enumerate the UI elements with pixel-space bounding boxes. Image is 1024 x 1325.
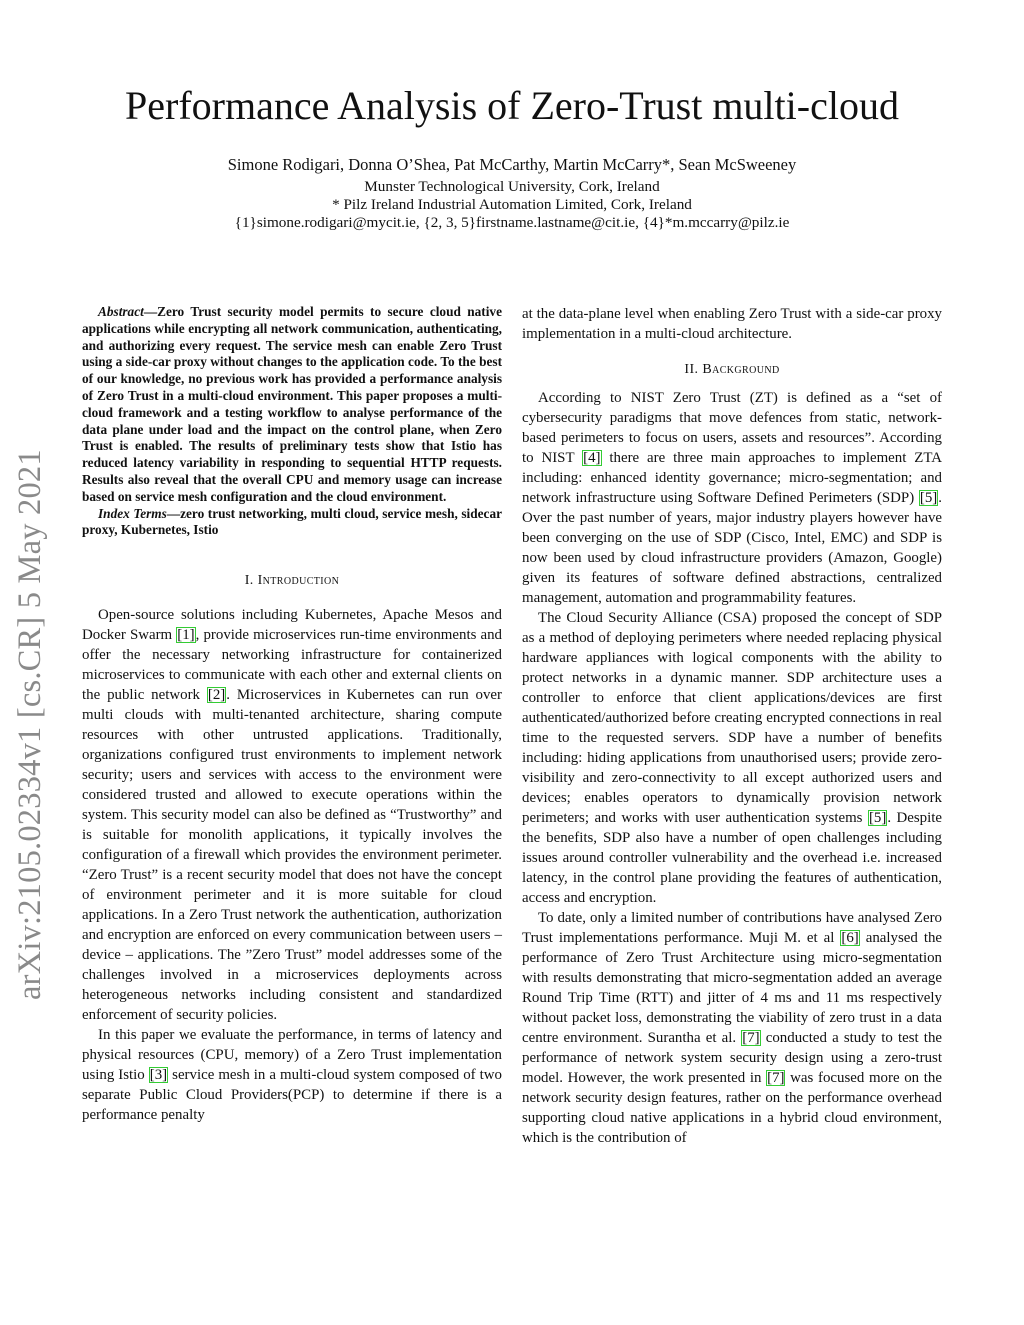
paragraph-text: . Despite the benefits, SDP also have a number of open challenges including issues around controller vulnerability and the overhead i.e. increased latency, in the control plane providing the features of authentication, access and encryption. bbox=[522, 810, 942, 906]
abstract bbox=[82, 304, 502, 506]
paragraph-text: . Over the past number of years, major industry players however have been converging on the use of SDP (Cisco, Intel, EMC) and SDP is now been used by cloud infrastructure providers (Amazon, Google) given its features of software defined abstractions, centralized management, automation and programmability features. bbox=[522, 490, 942, 606]
index-terms-text: —zero trust networking, multi cloud, service mesh, sidecar proxy, Kubernetes, Istio bbox=[82, 505, 502, 538]
citation-link[interactable]: [5] bbox=[868, 810, 887, 826]
citation-link[interactable]: [6] bbox=[841, 930, 859, 946]
citation-link[interactable]: [7] bbox=[767, 1070, 785, 1086]
paragraph-text: there are three main approaches to implement ZTA including: enhanced identity governance; micro-segmentation; and network infrastructure using Software Defined Perimeters (SDP) bbox=[522, 450, 942, 506]
background-paragraph-1 bbox=[522, 388, 942, 608]
continued-paragraph: at the data-plane level when enabling Zero Trust with a side-car proxy implementation in a multi-cloud architecture. bbox=[522, 306, 942, 342]
citation-link[interactable]: [3] bbox=[149, 1067, 168, 1084]
citation-link[interactable]: [1] bbox=[177, 627, 195, 644]
paragraph-text: , provide microservices run-time environments and offer the necessary networking infrastructure for containerized microservices to communicate with each other and external clients on the public network bbox=[82, 627, 503, 704]
paragraph-text: The Cloud Security Alliance (CSA) proposed the concept of SDP as a method of deploying perimeters where needed replacing physical hardware appliances with logical components with the ability to protect networks in a dynamic manner. SDP architecture uses a controller to enforce that client applications/devices are first authenticated/authorized before creating encrypted connections in real time to the requested servers. SDP have a number of benefits including: hiding applications from unauthorised users; provide zero-visibility and zero-connectivity to all except authorized users and devices; enables operators to dynamically provision network perimeters; and works with user authentication systems bbox=[522, 610, 942, 826]
background-paragraph-3 bbox=[522, 908, 942, 1148]
section-heading-background: II. Background bbox=[684, 362, 780, 377]
affiliation-company: * Pilz Ireland Industrial Automation Limited, Cork, Ireland bbox=[332, 196, 692, 213]
paragraph-text: To date, only a limited number of contributions have analysed Zero Trust implementations performance. Muji M. et al bbox=[522, 910, 942, 946]
arxiv-identifier: arXiv:2105.02334v1 [cs.CR] 5 May 2021 bbox=[12, 449, 48, 1000]
right-column bbox=[522, 304, 942, 1148]
index-terms bbox=[82, 506, 502, 540]
introduction-paragraph-2 bbox=[82, 1025, 502, 1125]
background-paragraph-2 bbox=[522, 608, 942, 908]
paper-title: Performance Analysis of Zero-Trust multi-cloud bbox=[125, 83, 899, 128]
paragraph-text: analysed the performance of Zero Trust Architecture using micro-segmentation with results demonstrating that micro-segmentation added an average Round Trip Time (RTT) and jitter of 4 ms and 11 ms respectively without packet loss, demonstrating the viability of zero trust in a data centre environment. Surantha et al. bbox=[522, 930, 943, 1046]
abstract-text: —Zero Trust security model permits to secure cloud native applications while encrypting all network communication, authenticating, and authorizing every request. The service mesh can enable Zero Trust using a side-car proxy without changes to the application code. To the best of our knowledge, no previous work has provided a performance analysis of Zero Trust in a multi-cloud environment. This paper proposes a multi-cloud framework and a testing workflow to analyse performance of the data plane under load and the impact on the control plane, when Zero Trust is enabled. The results of preliminary tests show that Istio has reduced latency variability in responding to sequential HTTP requests. Results also reveal that the overall CPU and memory usage can increase based on service mesh configuration and the cloud environment. bbox=[82, 304, 502, 504]
paragraph-text: service mesh in a multi-cloud system composed of two separate Public Cloud Providers(PCP) to determine if there is a performance penalty bbox=[82, 1067, 502, 1124]
abstract-label: Abstract bbox=[98, 304, 144, 319]
paragraph-text: was focused more on the network security design features, rather on the performance overhead supporting cloud native applications in a hybrid cloud environment, which is the contribution of bbox=[522, 1070, 942, 1146]
author-list: Simone Rodigari, Donna O’Shea, Pat McCarthy, Martin McCarry*, Sean McSweeney bbox=[227, 155, 797, 174]
section-heading-introduction: I. Introduction bbox=[244, 573, 340, 589]
paragraph-text: In this paper we evaluate the performance, in terms of latency and physical resources (CPU, memory) of a Zero Trust implementation using Istio bbox=[82, 1027, 502, 1084]
introduction-paragraph-1 bbox=[82, 605, 502, 1025]
citation-link[interactable]: [7] bbox=[742, 1030, 760, 1046]
paragraph-text: Open-source solutions including Kubernetes, Apache Mesos and Docker Swarm bbox=[82, 607, 502, 644]
paragraph-text: conducted a study to test the performance of network system security design using a zero-trust model. However, the work presented in bbox=[522, 1030, 942, 1086]
citation-link[interactable]: [2] bbox=[207, 687, 226, 704]
citation-link[interactable]: [4] bbox=[583, 450, 601, 466]
author-emails: {1}simone.rodigari@mycit.ie, {2, 3, 5}firstname.lastname@cit.ie, {4}*m.mccarry@pilz.ie bbox=[234, 214, 790, 231]
affiliation-university: Munster Technological University, Cork, Ireland bbox=[364, 178, 660, 195]
paragraph-text: According to NIST Zero Trust (ZT) is defined as a “set of cybersecurity paradigms that move defences from static, network-based perimeters to focus on users, assets and resources”. According to NIST bbox=[522, 390, 942, 466]
citation-link[interactable]: [5] bbox=[919, 490, 938, 506]
left-column bbox=[82, 304, 502, 1125]
index-terms-label: Index Terms bbox=[98, 505, 167, 521]
paragraph-text: . Microservices in Kubernetes can run over multi clouds with multi-tenanted architecture, sharing compute resources with other untrusted applications. Traditionally, organizations configured trust environments to implement network security; users and services with access to the environment were considered trusted and allowed to execute operations within the system. This security model can also be defined as “Trustworthy” and is suitable for monolith applications, it typically involves the configuration of a firewall which provides the environment perimeter. “Zero Trust” is a recent security model that does not have the concept of environment perimeter and it is more suitable for cloud applications. In a Zero Trust network the authentication, authorization and encryption are enforced on every communication between users – device – applications. The ”Zero Trust” model addresses some of the challenges involved in a microservices deployments across heterogeneous networks including consistent and standardized enforcement of security policies. bbox=[82, 687, 502, 1024]
